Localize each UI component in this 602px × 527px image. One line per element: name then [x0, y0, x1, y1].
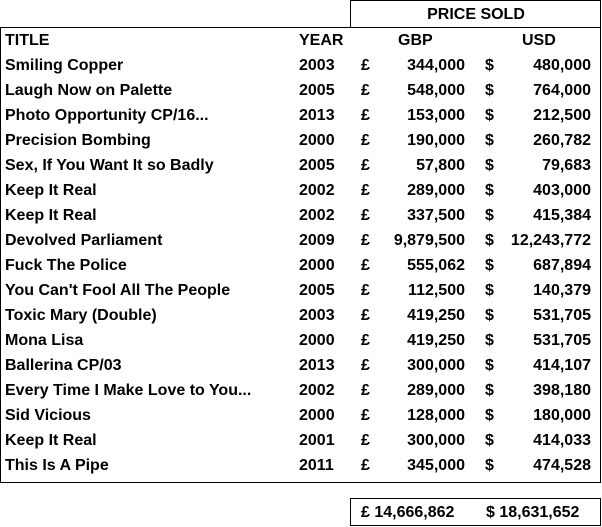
- row-gbp-symbol: £: [361, 282, 370, 299]
- row-usd-value: 687,894: [533, 257, 591, 274]
- row-title: Laugh Now on Palette: [5, 82, 173, 99]
- row-year: 2011: [299, 457, 334, 474]
- row-usd-symbol: $: [485, 107, 494, 124]
- column-header-gbp: GBP: [398, 32, 433, 49]
- row-usd-symbol: $: [485, 357, 494, 374]
- row-gbp-value: 345,000: [407, 457, 465, 474]
- row-gbp-symbol: £: [361, 307, 370, 324]
- row-year: 2013: [299, 357, 335, 374]
- row-year: 2009: [299, 232, 335, 249]
- row-year: 2005: [299, 282, 335, 299]
- row-gbp-symbol: £: [361, 182, 370, 199]
- column-header-usd: USD: [522, 32, 556, 49]
- row-gbp-symbol: £: [361, 457, 370, 474]
- row-gbp-value: 419,250: [407, 332, 465, 349]
- row-usd-value: 480,000: [533, 57, 591, 74]
- row-usd-symbol: $: [485, 332, 494, 349]
- row-title: Sid Vicious: [5, 407, 91, 424]
- row-title: You Can't Fool All The People: [5, 282, 231, 299]
- table-right-border: [600, 27, 601, 483]
- row-title: Devolved Parliament: [5, 232, 163, 249]
- row-gbp-symbol: £: [361, 332, 370, 349]
- row-title: Mona Lisa: [5, 332, 84, 349]
- row-gbp-value: 190,000: [407, 132, 465, 149]
- row-gbp-value: 344,000: [407, 57, 465, 74]
- row-usd-value: 212,500: [533, 107, 591, 124]
- row-year: 2003: [299, 57, 335, 74]
- row-gbp-value: 153,000: [407, 107, 465, 124]
- totals-bottom-border: [350, 525, 601, 526]
- row-title: Precision Bombing: [5, 132, 151, 149]
- total-usd: $ 18,631,652: [486, 504, 580, 521]
- row-usd-symbol: $: [485, 132, 494, 149]
- row-gbp-symbol: £: [361, 232, 370, 249]
- row-usd-symbol: $: [485, 157, 494, 174]
- row-usd-value: 140,379: [533, 282, 591, 299]
- row-gbp-value: 57,800: [416, 157, 465, 174]
- row-gbp-symbol: £: [361, 132, 370, 149]
- row-title: Fuck The Police: [5, 257, 127, 274]
- row-gbp-symbol: £: [361, 357, 370, 374]
- column-header-year: YEAR: [299, 32, 344, 49]
- row-usd-value: 415,384: [533, 207, 591, 224]
- row-year: 2013: [299, 107, 335, 124]
- row-gbp-symbol: £: [361, 257, 370, 274]
- totals-right-border: [600, 498, 601, 526]
- row-year: 2000: [299, 132, 335, 149]
- row-usd-value: 474,528: [533, 457, 591, 474]
- row-gbp-symbol: £: [361, 382, 370, 399]
- row-year: 2005: [299, 82, 335, 99]
- row-title: This Is A Pipe: [5, 457, 109, 474]
- row-usd-value: 764,000: [533, 82, 591, 99]
- row-usd-value: 79,683: [542, 157, 591, 174]
- row-title: Smiling Copper: [5, 57, 124, 74]
- row-usd-symbol: $: [485, 382, 494, 399]
- row-gbp-value: 548,000: [407, 82, 465, 99]
- row-gbp-symbol: £: [361, 207, 370, 224]
- row-usd-value: 531,705: [533, 307, 591, 324]
- row-usd-symbol: $: [485, 182, 494, 199]
- row-usd-symbol: $: [485, 282, 494, 299]
- row-year: 2002: [299, 207, 335, 224]
- row-usd-symbol: $: [485, 257, 494, 274]
- row-gbp-value: 128,000: [407, 407, 465, 424]
- row-gbp-value: 300,000: [407, 357, 465, 374]
- row-gbp-value: 289,000: [407, 182, 465, 199]
- row-title: Ballerina CP/03: [5, 357, 122, 374]
- row-title: Toxic Mary (Double): [5, 307, 157, 324]
- row-gbp-value: 9,879,500: [393, 232, 465, 249]
- row-year: 2003: [299, 307, 335, 324]
- table-left-border: [0, 27, 1, 483]
- row-gbp-value: 112,500: [408, 282, 465, 299]
- row-gbp-symbol: £: [361, 157, 370, 174]
- row-usd-symbol: $: [485, 457, 494, 474]
- row-gbp-symbol: £: [361, 107, 370, 124]
- row-year: 2002: [299, 182, 335, 199]
- row-usd-value: 260,782: [533, 132, 591, 149]
- row-gbp-value: 419,250: [407, 307, 465, 324]
- row-gbp-symbol: £: [361, 407, 370, 424]
- row-usd-value: 12,243,772: [510, 232, 591, 249]
- row-usd-symbol: $: [485, 207, 494, 224]
- row-usd-value: 403,000: [533, 182, 591, 199]
- row-usd-value: 398,180: [533, 382, 591, 399]
- totals-top-border: [350, 498, 601, 499]
- row-usd-value: 531,705: [533, 332, 591, 349]
- row-gbp-symbol: £: [361, 432, 370, 449]
- row-title: Every Time I Make Love to You...: [5, 382, 252, 399]
- column-header-title: TITLE: [5, 32, 50, 49]
- row-title: Photo Opportunity CP/16...: [5, 107, 209, 124]
- total-gbp: £ 14,666,862: [361, 504, 455, 521]
- row-usd-symbol: $: [485, 307, 494, 324]
- row-usd-symbol: $: [485, 82, 494, 99]
- row-usd-value: 180,000: [533, 407, 591, 424]
- table-bottom-border: [0, 482, 601, 483]
- row-usd-value: 414,107: [533, 357, 591, 374]
- row-usd-value: 414,033: [533, 432, 591, 449]
- row-gbp-value: 289,000: [407, 382, 465, 399]
- row-title: Keep It Real: [5, 182, 97, 199]
- row-year: 2000: [299, 407, 335, 424]
- row-usd-symbol: $: [485, 407, 494, 424]
- row-gbp-value: 337,500: [407, 207, 465, 224]
- price-sold-header: PRICE SOLD: [427, 6, 525, 23]
- row-gbp-value: 300,000: [407, 432, 465, 449]
- row-year: 2005: [299, 157, 335, 174]
- row-usd-symbol: $: [485, 232, 494, 249]
- row-title: Sex, If You Want It so Badly: [5, 157, 214, 174]
- row-usd-symbol: $: [485, 432, 494, 449]
- row-year: 2002: [299, 382, 335, 399]
- row-title: Keep It Real: [5, 432, 97, 449]
- totals-left-border: [350, 498, 351, 526]
- row-usd-symbol: $: [485, 57, 494, 74]
- header-top-border: [350, 0, 601, 1]
- row-gbp-symbol: £: [361, 82, 370, 99]
- row-year: 2000: [299, 257, 335, 274]
- row-year: 2000: [299, 332, 335, 349]
- row-year: 2001: [299, 432, 335, 449]
- row-title: Keep It Real: [5, 207, 97, 224]
- row-gbp-symbol: £: [361, 57, 370, 74]
- row-gbp-value: 555,062: [407, 257, 465, 274]
